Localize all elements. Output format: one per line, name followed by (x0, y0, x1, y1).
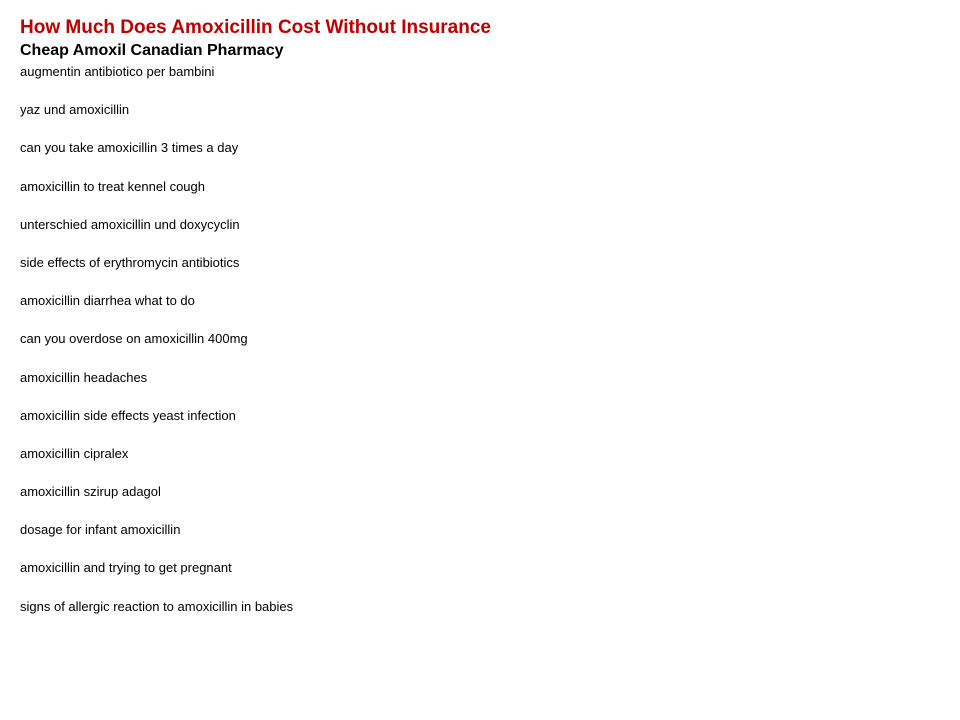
page-subtitle: Cheap Amoxil Canadian Pharmacy (20, 42, 284, 59)
list-item: side effects of erythromycin antibiotics (20, 254, 240, 270)
list-item: can you take amoxicillin 3 times a day (20, 140, 239, 156)
list-item: unterschied amoxicillin und doxycyclin (20, 216, 240, 232)
list-item: amoxicillin side effects yeast infection (20, 407, 236, 423)
list-item: amoxicillin and trying to get pregnant (20, 560, 232, 576)
list-item: amoxicillin to treat kennel cough (20, 178, 205, 194)
keyword-list (20, 62, 920, 635)
list-item: augmentin antibiotico per bambini (20, 64, 215, 79)
page-title: How Much Does Amoxicillin Cost Without Insurance (20, 17, 491, 38)
slide-content (20, 16, 920, 635)
list-item: dosage for infant amoxicillin (20, 522, 181, 538)
list-item: yaz und amoxicillin (20, 102, 130, 118)
list-item: can you overdose on amoxicillin 400mg (20, 331, 248, 347)
list-item: amoxicillin headaches (20, 369, 148, 385)
list-item: amoxicillin cipralex (20, 445, 129, 461)
list-item: amoxicillin diarrhea what to do (20, 293, 195, 309)
list-item: signs of allergic reaction to amoxicillin in babies (20, 598, 294, 614)
list-item: amoxicillin szirup adagol (20, 484, 161, 500)
